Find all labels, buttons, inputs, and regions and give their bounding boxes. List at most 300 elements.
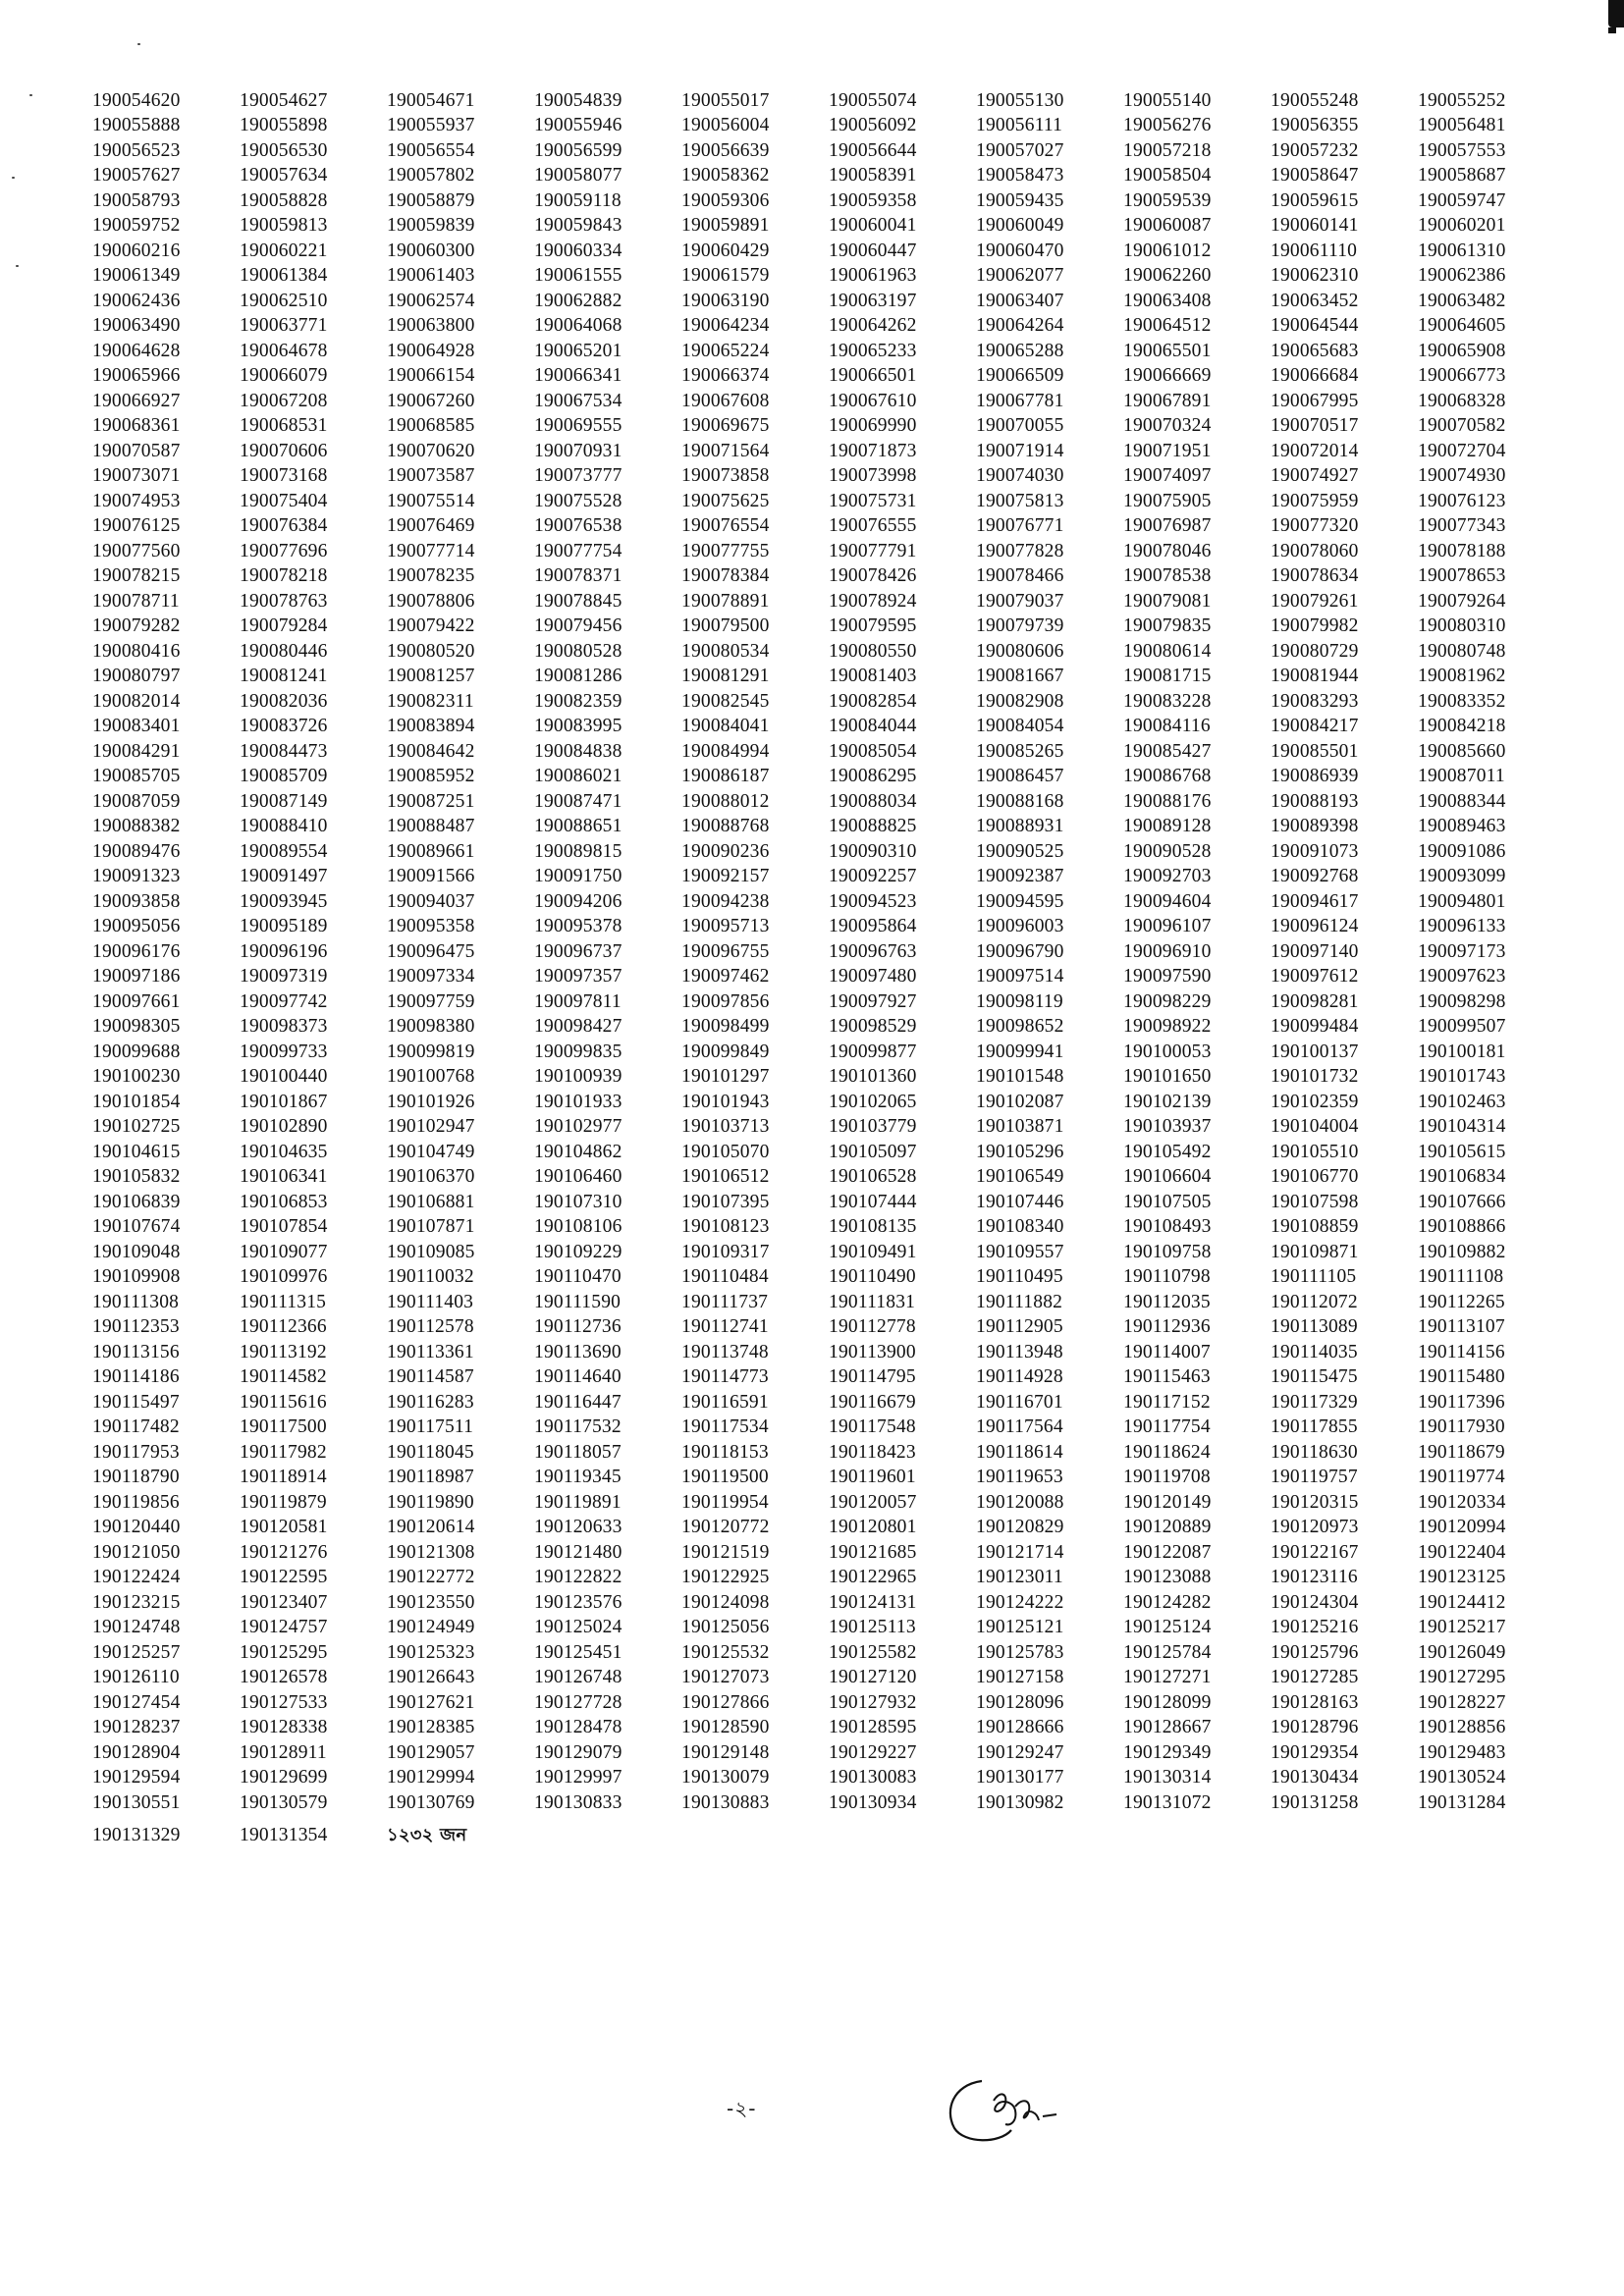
roll-row — [92, 389, 1565, 414]
roll-number: 190129247 — [976, 1741, 1064, 1763]
roll-number: 190085501 — [1271, 740, 1359, 762]
roll-number: 190097173 — [1418, 940, 1506, 962]
roll-number: 190073587 — [387, 465, 475, 487]
roll-row — [92, 614, 1565, 640]
roll-number: 190059435 — [976, 189, 1064, 211]
roll-number: 190071951 — [1123, 440, 1212, 461]
roll-number: 190099941 — [976, 1041, 1064, 1062]
roll-number: 190114007 — [1123, 1341, 1211, 1362]
roll-number: 190130083 — [829, 1767, 917, 1789]
roll-row — [92, 1716, 1565, 1741]
roll-number: 190088487 — [387, 816, 475, 837]
roll-number: 190098652 — [976, 1016, 1064, 1038]
roll-number: 190124131 — [829, 1591, 917, 1613]
roll-number: 190097927 — [829, 990, 917, 1012]
roll-number: 190084217 — [1271, 716, 1359, 737]
roll-row — [92, 464, 1565, 490]
roll-number: 190097334 — [387, 966, 475, 988]
roll-number: 190058077 — [534, 165, 623, 187]
roll-number: 190096124 — [1271, 916, 1359, 937]
roll-number: 190070582 — [1418, 415, 1506, 437]
roll-number: 190060049 — [976, 215, 1064, 237]
roll-number: 190063490 — [92, 315, 181, 337]
roll-number: 190119500 — [681, 1467, 769, 1488]
roll-number: 190126578 — [240, 1667, 328, 1688]
roll-number: 190076123 — [1418, 490, 1506, 511]
roll-number: 190065233 — [829, 340, 917, 361]
roll-number: 190129349 — [1123, 1741, 1212, 1763]
roll-number: 190128096 — [976, 1691, 1064, 1713]
roll-number: 190104862 — [534, 1141, 623, 1162]
roll-number: 190106839 — [92, 1191, 181, 1212]
roll-number: 190054839 — [534, 89, 623, 111]
roll-number: 190081286 — [534, 666, 623, 687]
roll-number: 190075404 — [240, 490, 328, 511]
roll-number: 190128904 — [92, 1741, 181, 1763]
roll-number: 190130769 — [387, 1791, 475, 1813]
roll-number: 190117564 — [976, 1416, 1063, 1438]
roll-number: 190061963 — [829, 265, 917, 287]
roll-number: 190087251 — [387, 790, 475, 812]
roll-number: 190067781 — [976, 390, 1064, 411]
roll-number: 190082545 — [681, 690, 770, 712]
roll-number: 190112578 — [387, 1316, 474, 1338]
roll-number: 190061384 — [240, 265, 328, 287]
roll-number: 190092157 — [681, 866, 770, 887]
roll-number: 190106853 — [240, 1191, 328, 1212]
roll-number: 190125532 — [681, 1641, 770, 1663]
roll-number: 190090236 — [681, 840, 770, 862]
roll-number: 190098298 — [1418, 990, 1506, 1012]
roll-number: 190108135 — [829, 1216, 917, 1238]
roll-number: 190099484 — [1271, 1016, 1359, 1038]
roll-number: 190130079 — [681, 1767, 770, 1789]
roll-number: 190077755 — [681, 540, 770, 561]
roll-number: 190078653 — [1418, 565, 1506, 587]
roll-number: 190099835 — [534, 1041, 623, 1062]
roll-number: 190083726 — [240, 716, 328, 737]
roll-number: 190090525 — [976, 840, 1064, 862]
roll-number: 190097590 — [1123, 966, 1212, 988]
scan-speck — [29, 94, 32, 96]
roll-number: 190054671 — [387, 89, 475, 111]
roll-number: 190065201 — [534, 340, 623, 361]
roll-number: 190059539 — [1123, 189, 1212, 211]
roll-number: 190081667 — [976, 666, 1064, 687]
roll-number: 190066773 — [1418, 365, 1506, 387]
roll-number: 190062077 — [976, 265, 1064, 287]
roll-number: 190088012 — [681, 790, 770, 812]
roll-number: 190096737 — [534, 940, 623, 962]
roll-row — [92, 188, 1565, 214]
roll-number: 190058647 — [1271, 165, 1359, 187]
roll-number: 190097742 — [240, 990, 328, 1012]
roll-number: 190123011 — [976, 1567, 1063, 1588]
roll-number: 190125796 — [1271, 1641, 1359, 1663]
roll-number: 190066669 — [1123, 365, 1212, 387]
roll-number: 190078046 — [1123, 540, 1212, 561]
roll-number: 190079284 — [240, 615, 328, 637]
roll-number: 190077754 — [534, 540, 623, 561]
roll-number: 190056644 — [829, 139, 917, 161]
roll-number: 190120633 — [534, 1517, 623, 1538]
roll-number: 190126643 — [387, 1667, 475, 1688]
roll-number: 190078218 — [240, 565, 328, 587]
roll-number: 190089554 — [240, 840, 328, 862]
roll-number: 190099877 — [829, 1041, 917, 1062]
roll-row — [92, 689, 1565, 715]
roll-number: 190089463 — [1418, 816, 1506, 837]
roll-number: 190094037 — [387, 890, 475, 912]
roll-number: 190125451 — [534, 1641, 623, 1663]
roll-number: 190130314 — [1123, 1767, 1212, 1789]
roll-number: 190103713 — [681, 1116, 770, 1138]
roll-number: 190097514 — [976, 966, 1064, 988]
roll-number: 190058687 — [1418, 165, 1506, 187]
roll-number: 190104635 — [240, 1141, 328, 1162]
roll-number: 190096910 — [1123, 940, 1212, 962]
roll-number: 190075625 — [681, 490, 770, 511]
roll-number: 190107854 — [240, 1216, 328, 1238]
roll-number: 190084473 — [240, 740, 328, 762]
roll-number: 190113690 — [534, 1341, 622, 1362]
roll-number: 190078538 — [1123, 565, 1212, 587]
roll-number: 190056599 — [534, 139, 623, 161]
roll-number: 190115463 — [1123, 1366, 1211, 1388]
roll-number: 190083228 — [1123, 690, 1212, 712]
roll-row — [92, 1490, 1565, 1516]
roll-number: 190120149 — [1123, 1491, 1212, 1513]
roll-number: 190121519 — [681, 1541, 770, 1563]
roll-number: 190076469 — [387, 515, 475, 537]
roll-number: 190099819 — [387, 1041, 475, 1062]
roll-row — [92, 138, 1565, 164]
roll-number: 190125121 — [976, 1617, 1064, 1638]
roll-number: 190124757 — [240, 1617, 328, 1638]
roll-number: 190112265 — [1418, 1291, 1505, 1312]
roll-number: 190074030 — [976, 465, 1064, 487]
roll-number: 190111308 — [92, 1291, 180, 1312]
roll-number: 190116591 — [681, 1391, 769, 1413]
roll-number: 190080310 — [1418, 615, 1506, 637]
roll-number: 190084291 — [92, 740, 181, 762]
roll-number: 190091073 — [1271, 840, 1359, 862]
roll-number: 190125113 — [829, 1617, 916, 1638]
roll-number: 190128338 — [240, 1717, 328, 1738]
roll-number: 190097661 — [92, 990, 181, 1012]
roll-number: 190055140 — [1123, 89, 1212, 111]
roll-number: 190097319 — [240, 966, 328, 988]
roll-number: 190065501 — [1123, 340, 1212, 361]
roll-row — [92, 88, 1565, 114]
roll-number: 190112936 — [1123, 1316, 1211, 1338]
roll-number: 190124748 — [92, 1617, 181, 1638]
roll-number: 190113900 — [829, 1341, 916, 1362]
roll-number: 190060470 — [976, 240, 1064, 261]
roll-number: 190064628 — [92, 340, 181, 361]
roll-row — [92, 514, 1565, 540]
roll-number: 190080550 — [829, 640, 917, 662]
roll-number: 190101854 — [92, 1091, 181, 1112]
roll-number: 190072704 — [1418, 440, 1506, 461]
roll-number: 190064544 — [1271, 315, 1359, 337]
roll-number: 190079739 — [976, 615, 1064, 637]
roll-number: 190078924 — [829, 590, 917, 612]
roll-row — [92, 1215, 1565, 1241]
roll-number: 190055130 — [976, 89, 1064, 111]
roll-number: 190067610 — [829, 390, 917, 411]
roll-number: 190059615 — [1271, 189, 1359, 211]
roll-number: 190097811 — [534, 990, 622, 1012]
roll-number: 190127533 — [240, 1691, 328, 1713]
roll-number: 190127728 — [534, 1691, 623, 1713]
roll-number: 190065908 — [1418, 340, 1506, 361]
roll-number: 190125323 — [387, 1641, 475, 1663]
roll-number: 190083293 — [1271, 690, 1359, 712]
roll-number: 190070606 — [240, 440, 328, 461]
roll-number: 190119757 — [1271, 1467, 1358, 1488]
roll-number: 190101650 — [1123, 1066, 1212, 1088]
roll-number: 190108866 — [1418, 1216, 1506, 1238]
roll-number: 190122167 — [1271, 1541, 1359, 1563]
roll-number: 190107674 — [92, 1216, 181, 1238]
roll-number: 190111105 — [1271, 1266, 1357, 1288]
roll-number: 190130579 — [240, 1791, 328, 1813]
roll-number: 190107871 — [387, 1216, 475, 1238]
roll-number: 190098305 — [92, 1016, 181, 1038]
roll-number: 190125784 — [1123, 1641, 1212, 1663]
roll-number: 190055252 — [1418, 89, 1506, 111]
roll-number: 190078634 — [1271, 565, 1359, 587]
roll-row — [92, 839, 1565, 865]
roll-number: 190078060 — [1271, 540, 1359, 561]
roll-row — [92, 1265, 1565, 1291]
roll-number: 190122772 — [387, 1567, 475, 1588]
roll-number: 190071564 — [681, 440, 770, 461]
roll-row — [92, 1566, 1565, 1591]
roll-number: 190059306 — [681, 189, 770, 211]
roll-number: 190081291 — [681, 666, 770, 687]
roll-number: 190109317 — [681, 1241, 770, 1262]
roll-number: 190083995 — [534, 716, 623, 737]
roll-number: 190125056 — [681, 1617, 770, 1638]
roll-number: 190107666 — [1418, 1191, 1506, 1212]
roll-number: 190098380 — [387, 1016, 475, 1038]
roll-number: 190101743 — [1418, 1066, 1506, 1088]
roll-number: 190118914 — [240, 1467, 327, 1488]
roll-number: 190120772 — [681, 1517, 770, 1538]
roll-number: 190105070 — [681, 1141, 770, 1162]
roll-number: 190059843 — [534, 215, 623, 237]
roll-number: 190084041 — [681, 716, 770, 737]
roll-number: 190102463 — [1418, 1091, 1506, 1112]
roll-number: 190102947 — [387, 1116, 475, 1138]
roll-number: 190109491 — [829, 1241, 917, 1262]
roll-row — [92, 264, 1565, 290]
roll-number: 190084054 — [976, 716, 1064, 737]
roll-number: 190063197 — [829, 290, 917, 311]
roll-number: 190100768 — [387, 1066, 475, 1088]
roll-number: 190062882 — [534, 290, 623, 311]
roll-number: 190130551 — [92, 1791, 181, 1813]
roll-number: 190106881 — [387, 1191, 475, 1212]
roll-number: 190109882 — [1418, 1241, 1506, 1262]
roll-number: 190129483 — [1418, 1741, 1506, 1763]
roll-number: 190081241 — [240, 666, 328, 687]
roll-number: 190118423 — [829, 1441, 916, 1463]
roll-number: 190105832 — [92, 1166, 181, 1188]
roll-number: 190077791 — [829, 540, 917, 561]
roll-number: 190084642 — [387, 740, 475, 762]
roll-number: 190098499 — [681, 1016, 770, 1038]
roll-number: 190123088 — [1123, 1567, 1212, 1588]
roll-number: 190077696 — [240, 540, 328, 561]
roll-number: 190055946 — [534, 115, 623, 136]
roll-number: 190080748 — [1418, 640, 1506, 662]
roll-number: 190096196 — [240, 940, 328, 962]
roll-number: 190109758 — [1123, 1241, 1212, 1262]
roll-number: 190064264 — [976, 315, 1064, 337]
roll-number: 190106604 — [1123, 1166, 1212, 1188]
roll-number: 190092703 — [1123, 866, 1212, 887]
roll-number: 190079456 — [534, 615, 623, 637]
roll-number: 190112035 — [1123, 1291, 1211, 1312]
roll-number: 190078426 — [829, 565, 917, 587]
roll-row — [92, 1616, 1565, 1641]
roll-number: 190085265 — [976, 740, 1064, 762]
roll-number: 190061349 — [92, 265, 181, 287]
roll-number: 190105097 — [829, 1141, 917, 1162]
roll-number: 190128667 — [1123, 1717, 1212, 1738]
roll-number: 190070324 — [1123, 415, 1212, 437]
roll-number: 190065288 — [976, 340, 1064, 361]
roll-number: 190078371 — [534, 565, 623, 587]
roll-number: 190129057 — [387, 1741, 475, 1763]
roll-number: 190087059 — [92, 790, 181, 812]
roll-number: 190056004 — [681, 115, 770, 136]
roll-number: 190064512 — [1123, 315, 1212, 337]
roll-number: 190064605 — [1418, 315, 1506, 337]
roll-number: 190098529 — [829, 1016, 917, 1038]
roll-number: 190096176 — [92, 940, 181, 962]
roll-number: 190100440 — [240, 1066, 328, 1088]
roll-number: 190127120 — [829, 1667, 917, 1688]
roll-number: 190109871 — [1271, 1241, 1359, 1262]
roll-number: 190112778 — [829, 1316, 916, 1338]
roll-number: 190101548 — [976, 1066, 1064, 1088]
roll-number: 190110032 — [387, 1266, 474, 1288]
roll-number: 190065683 — [1271, 340, 1359, 361]
roll-number: 190069555 — [534, 415, 623, 437]
roll-number: 190058828 — [240, 189, 328, 211]
roll-row — [92, 1015, 1565, 1041]
roll-number: 190093858 — [92, 890, 181, 912]
roll-number: 190114928 — [976, 1366, 1063, 1388]
roll-number: 190069990 — [829, 415, 917, 437]
roll-number: 190114186 — [92, 1366, 180, 1388]
roll-number: 190128237 — [92, 1717, 181, 1738]
roll-number: 190066341 — [534, 365, 623, 387]
roll-number: 190117329 — [1271, 1391, 1358, 1413]
roll-number: 190055888 — [92, 115, 181, 136]
roll-number: 190096003 — [976, 916, 1064, 937]
roll-number: 190102359 — [1271, 1091, 1359, 1112]
roll-number: 190119345 — [534, 1467, 622, 1488]
scan-corner-mark — [1608, 0, 1624, 27]
roll-number: 190069675 — [681, 415, 770, 437]
roll-number: 190122595 — [240, 1567, 328, 1588]
roll-number: 190113192 — [240, 1341, 327, 1362]
roll-number: 190076538 — [534, 515, 623, 537]
roll-number: 190109077 — [240, 1241, 328, 1262]
roll-row — [92, 1540, 1565, 1566]
roll-number: 190127158 — [976, 1667, 1064, 1688]
roll-row — [92, 1140, 1565, 1165]
roll-number: 190125024 — [534, 1617, 623, 1638]
roll-number: 190071914 — [976, 440, 1064, 461]
roll-number: 190118630 — [1271, 1441, 1358, 1463]
roll-number: 190089476 — [92, 840, 181, 862]
roll-number: 190118679 — [1418, 1441, 1505, 1463]
roll-number: 190109229 — [534, 1241, 623, 1262]
roll-number: 190117532 — [534, 1416, 622, 1438]
roll-number: 190081257 — [387, 666, 475, 687]
roll-number: 190111737 — [681, 1291, 769, 1312]
roll-number: 190067995 — [1271, 390, 1359, 411]
roll-number: 190062310 — [1271, 265, 1359, 287]
roll-number: 190104314 — [1418, 1116, 1506, 1138]
roll-number: 190094523 — [829, 890, 917, 912]
roll-number: 190068328 — [1418, 390, 1506, 411]
roll-number: 190107310 — [534, 1191, 623, 1212]
roll-number: 190091750 — [534, 866, 623, 887]
roll-number: 190100230 — [92, 1066, 181, 1088]
roll-number: 190067260 — [387, 390, 475, 411]
roll-number: 190123576 — [534, 1591, 623, 1613]
roll-number: 190105296 — [976, 1141, 1064, 1162]
roll-number: 190061012 — [1123, 240, 1212, 261]
roll-number: 190056639 — [681, 139, 770, 161]
roll-number: 190078466 — [976, 565, 1064, 587]
roll-number: 190127295 — [1418, 1667, 1506, 1688]
roll-number: 190106834 — [1418, 1166, 1506, 1188]
roll-number: 190120801 — [829, 1517, 917, 1538]
roll-number: 190108493 — [1123, 1216, 1212, 1238]
roll-number: 190130883 — [681, 1791, 770, 1813]
roll-row — [92, 1340, 1565, 1365]
roll-number: 190101926 — [387, 1091, 475, 1112]
roll-number: 190089661 — [387, 840, 475, 862]
roll-number: 190120057 — [829, 1491, 917, 1513]
roll-number: 190087011 — [1418, 766, 1505, 787]
roll-number: 190112905 — [976, 1316, 1063, 1338]
roll-row — [92, 1790, 1565, 1816]
roll-number: 190109976 — [240, 1266, 328, 1288]
roll-number: 190097462 — [681, 966, 770, 988]
roll-number: 190112353 — [92, 1316, 180, 1338]
roll-number: 190125783 — [976, 1641, 1064, 1663]
roll-number: 190120829 — [976, 1517, 1064, 1538]
roll-number: 190123215 — [92, 1591, 181, 1613]
roll-number: 190123125 — [1418, 1567, 1506, 1588]
roll-number: 190117754 — [1123, 1416, 1211, 1438]
roll-number: 190066501 — [829, 365, 917, 387]
roll-number: 190106460 — [534, 1166, 623, 1188]
roll-number: 190106341 — [240, 1166, 328, 1188]
roll-number: 190087471 — [534, 790, 623, 812]
roll-number: 190088651 — [534, 816, 623, 837]
roll-number: 190130934 — [829, 1791, 917, 1813]
